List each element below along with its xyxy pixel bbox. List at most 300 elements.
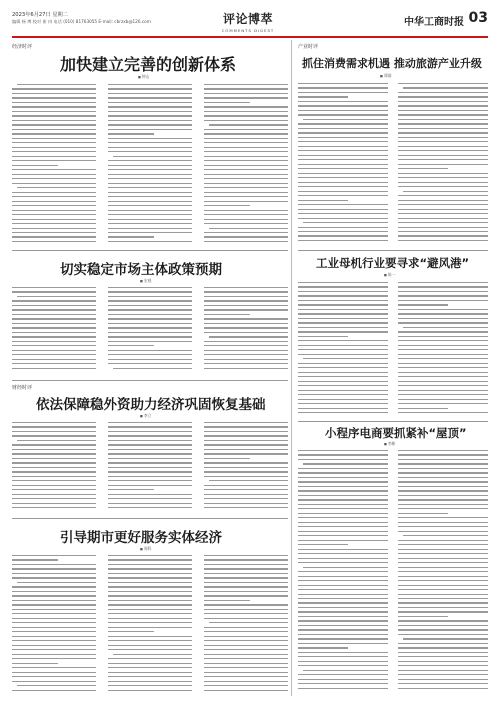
text-line [398, 683, 488, 684]
text-line [298, 625, 388, 626]
body-column [298, 83, 388, 245]
text-line [204, 681, 288, 682]
issue-date: 2023年6月27日 星期二 [12, 12, 68, 18]
text-line [108, 449, 192, 450]
text-line [108, 214, 192, 215]
text-line [108, 636, 192, 637]
text-line [398, 643, 488, 644]
text-line [108, 147, 192, 148]
text-line [17, 582, 96, 583]
text-line [108, 196, 192, 197]
text-line [12, 609, 96, 610]
text-line [298, 540, 388, 541]
text-line [204, 591, 288, 592]
text-line [398, 186, 488, 187]
text-line [204, 223, 288, 224]
text-line [204, 636, 288, 637]
text-line [298, 240, 388, 241]
article-tag: 产业时评 [298, 44, 319, 50]
text-line [108, 169, 192, 170]
text-line [298, 83, 388, 84]
text-line [12, 649, 96, 650]
text-line [108, 296, 192, 297]
text-line [398, 513, 448, 514]
text-line [298, 390, 388, 391]
text-line [12, 336, 96, 337]
text-line [108, 124, 192, 125]
text-line [204, 97, 288, 98]
text-line [298, 598, 388, 599]
text-line [108, 444, 192, 445]
text-line [298, 656, 388, 657]
text-line [204, 305, 288, 306]
text-line [12, 485, 96, 486]
text-line [298, 403, 388, 404]
text-line [12, 494, 96, 495]
text-line [398, 468, 488, 469]
text-line [17, 685, 96, 686]
article-separator [12, 380, 288, 381]
text-line [398, 209, 488, 210]
body-column [204, 287, 288, 375]
text-line [108, 201, 192, 202]
text-line [108, 350, 192, 351]
text-line [108, 174, 192, 175]
text-line [204, 577, 288, 578]
text-line [12, 489, 96, 490]
text-line [303, 463, 388, 464]
text-line [108, 422, 192, 423]
text-line [108, 223, 192, 224]
text-line [398, 598, 488, 599]
article-headline: 抓住消费需求机遇 推动旅游产业升级 [302, 57, 482, 70]
text-line [398, 222, 488, 223]
article-separator [298, 421, 488, 422]
text-line [398, 235, 488, 236]
text-line [204, 359, 288, 360]
text-line [398, 381, 488, 382]
text-line [398, 354, 488, 355]
text-line [12, 573, 96, 574]
text-line [108, 160, 192, 161]
text-line [298, 87, 388, 88]
text-line [12, 201, 96, 202]
text-line [12, 300, 96, 301]
text-line [108, 120, 192, 121]
text-line [298, 105, 388, 106]
text-line [398, 625, 488, 626]
text-line [398, 286, 488, 287]
body-column [12, 555, 96, 695]
text-line [298, 594, 388, 595]
text-line [398, 481, 488, 482]
article-body [12, 555, 288, 695]
text-line [12, 219, 96, 220]
text-line [398, 576, 488, 577]
text-line [204, 115, 288, 116]
text-line [204, 422, 288, 423]
text-line [398, 531, 488, 532]
text-line [108, 291, 192, 292]
text-line [398, 83, 488, 84]
text-line [12, 676, 96, 677]
text-line [398, 412, 488, 413]
text-line [204, 582, 288, 583]
text-line [12, 555, 96, 556]
text-line [12, 449, 96, 450]
text-line [398, 399, 488, 400]
article-headline: 工业母机行业要寻求“避风港” [316, 256, 470, 270]
text-line [298, 394, 388, 395]
text-line [298, 349, 388, 350]
text-line [108, 690, 192, 691]
text-line [298, 385, 388, 386]
text-line [108, 564, 192, 565]
article-byline: ■ 宏观 [140, 278, 151, 284]
text-line [12, 480, 96, 481]
text-line [204, 201, 288, 202]
text-line [204, 129, 288, 130]
text-line [17, 187, 96, 188]
text-line [298, 177, 388, 178]
text-line [398, 403, 488, 404]
text-line [298, 652, 388, 653]
text-line [398, 504, 488, 505]
text-line [204, 106, 288, 107]
body-column [108, 422, 192, 512]
text-line [12, 631, 96, 632]
text-line [12, 654, 96, 655]
text-line [398, 137, 488, 138]
text-line [108, 241, 192, 242]
text-line [298, 620, 388, 621]
text-line [204, 93, 288, 94]
text-line [204, 462, 288, 463]
masthead [12, 10, 488, 34]
text-line [209, 622, 288, 623]
text-line [12, 663, 58, 664]
text-line [298, 313, 388, 314]
text-line [204, 600, 250, 601]
text-line [108, 591, 192, 592]
text-line [12, 169, 96, 170]
text-line [108, 462, 192, 463]
text-line [209, 228, 288, 229]
text-line [204, 485, 288, 486]
text-line [12, 444, 96, 445]
text-line [298, 345, 388, 346]
text-line [398, 110, 488, 111]
text-line [108, 431, 192, 432]
text-line [298, 336, 348, 337]
text-line [12, 600, 96, 601]
text-line [108, 332, 192, 333]
text-line [398, 164, 488, 165]
text-line [398, 594, 488, 595]
text-line [298, 114, 388, 115]
text-line [398, 367, 488, 368]
text-line [398, 295, 488, 296]
text-line [204, 120, 288, 121]
article-byline: ■ 李彬 [384, 441, 395, 447]
text-line [12, 129, 96, 130]
text-line [12, 241, 96, 242]
text-line [108, 604, 192, 605]
text-line [398, 602, 488, 603]
text-line [108, 142, 192, 143]
text-line [398, 200, 488, 201]
text-line [12, 435, 96, 436]
text-line [108, 205, 192, 206]
article-byline: ■ 李立 [140, 413, 151, 419]
text-line [108, 129, 192, 130]
text-line [204, 627, 288, 628]
text-line [204, 690, 288, 691]
text-line [298, 585, 388, 586]
text-line [108, 489, 154, 490]
text-line [108, 627, 192, 628]
text-line [204, 142, 288, 143]
text-line [298, 304, 388, 305]
text-line [204, 489, 288, 490]
article-body [298, 450, 488, 695]
text-line [204, 555, 288, 556]
text-line [12, 138, 96, 139]
text-line [108, 354, 192, 355]
text-line [204, 640, 288, 641]
body-column [204, 555, 288, 695]
text-line [12, 613, 96, 614]
text-line [398, 331, 488, 332]
text-line [298, 638, 388, 639]
text-line [298, 495, 388, 496]
text-line [108, 210, 192, 211]
text-line [298, 96, 348, 97]
text-line [403, 191, 488, 192]
text-line [398, 372, 488, 373]
text-line [108, 178, 192, 179]
text-line [298, 517, 388, 518]
text-line [298, 616, 388, 617]
text-line [204, 156, 288, 157]
text-line [12, 97, 96, 98]
text-line [204, 604, 288, 605]
text-line [398, 313, 488, 314]
text-line [12, 681, 96, 682]
text-line [204, 178, 288, 179]
text-line [108, 649, 192, 650]
text-line [108, 600, 192, 601]
text-line [12, 618, 96, 619]
text-line [108, 187, 192, 188]
text-line [204, 236, 288, 237]
text-line [398, 101, 488, 102]
text-line [298, 101, 388, 102]
text-line [298, 92, 388, 93]
text-line [204, 232, 288, 233]
text-line [204, 341, 288, 342]
text-line [12, 559, 58, 560]
text-line [298, 589, 388, 590]
text-line [298, 372, 388, 373]
text-line [398, 358, 488, 359]
text-line [298, 331, 388, 332]
text-line [12, 476, 96, 477]
text-line [108, 480, 192, 481]
text-line [12, 228, 96, 229]
text-line [12, 690, 96, 691]
text-line [204, 151, 288, 152]
text-line [12, 595, 96, 596]
text-line [403, 327, 488, 328]
text-line [204, 667, 288, 668]
text-line [12, 327, 96, 328]
text-line [398, 553, 488, 554]
text-line [398, 204, 488, 205]
text-line [204, 219, 288, 220]
text-line [298, 146, 388, 147]
text-line [108, 476, 192, 477]
article-tag: 财经时评 [12, 385, 33, 391]
text-line [398, 231, 488, 232]
text-line [398, 585, 488, 586]
text-line [204, 658, 288, 659]
text-line [204, 327, 288, 328]
text-line [108, 84, 192, 85]
text-line [398, 562, 488, 563]
text-line [108, 102, 192, 103]
text-line [298, 132, 388, 133]
text-line [298, 213, 388, 214]
text-line [398, 159, 488, 160]
text-line [298, 367, 388, 368]
text-line [298, 231, 388, 232]
text-line [108, 151, 192, 152]
text-line [204, 84, 288, 85]
text-line [12, 133, 96, 134]
text-line [398, 146, 488, 147]
text-line [204, 187, 288, 188]
text-line [303, 670, 388, 671]
text-line [204, 467, 288, 468]
text-line [108, 115, 192, 116]
newspaper-name: 中华工商时报 [404, 17, 464, 28]
text-line [108, 595, 192, 596]
text-line [113, 368, 192, 369]
text-line [108, 672, 192, 673]
text-line [12, 287, 96, 288]
text-line [12, 577, 96, 578]
text-line [298, 291, 388, 292]
text-line [204, 241, 288, 242]
text-line [12, 591, 96, 592]
text-line [298, 110, 388, 111]
text-line [398, 526, 488, 527]
text-line [12, 151, 96, 152]
article-separator [12, 250, 288, 251]
text-line [12, 106, 96, 107]
text-line [403, 535, 488, 536]
text-line [204, 444, 288, 445]
article-body [12, 84, 288, 246]
text-line [12, 426, 96, 427]
body-column [12, 84, 96, 246]
text-line [398, 670, 488, 671]
text-line [398, 322, 488, 323]
text-line [204, 345, 288, 346]
text-line [298, 535, 388, 536]
text-line [209, 480, 288, 481]
text-line [108, 236, 154, 237]
text-line [108, 93, 192, 94]
text-line [108, 183, 192, 184]
text-line [12, 236, 96, 237]
body-column [398, 83, 488, 245]
text-line [12, 232, 96, 233]
text-line [204, 458, 250, 459]
body-column [108, 287, 192, 375]
text-line [204, 663, 288, 664]
text-line [298, 499, 388, 500]
text-line [398, 119, 488, 120]
text-line [108, 219, 192, 220]
text-line [12, 636, 96, 637]
text-line [108, 228, 192, 229]
text-line [398, 340, 488, 341]
text-line [298, 286, 388, 287]
text-line [204, 595, 288, 596]
text-line [108, 440, 192, 441]
text-line [398, 150, 488, 151]
text-line [108, 494, 192, 495]
text-line [12, 142, 96, 143]
text-line [108, 503, 192, 504]
text-line [398, 349, 488, 350]
text-line [108, 640, 192, 641]
text-line [398, 173, 488, 174]
text-line [298, 327, 388, 328]
text-line [12, 627, 96, 628]
editor-line: 编辑 杨 博 校对 崔 冉 电话 (010) 81763055 E-mail: cbrzxb@126.com [12, 19, 151, 24]
text-line [12, 350, 96, 351]
text-line [12, 318, 96, 319]
text-line [298, 381, 388, 382]
text-line [298, 128, 388, 129]
text-line [204, 649, 288, 650]
text-line [298, 300, 388, 301]
text-line [108, 573, 192, 574]
text-line [209, 124, 288, 125]
text-line [108, 663, 192, 664]
text-line [204, 654, 288, 655]
text-line [298, 235, 388, 236]
text-line [398, 517, 488, 518]
text-line [204, 368, 288, 369]
text-line [108, 318, 192, 319]
text-line [398, 318, 488, 319]
text-line [12, 332, 96, 333]
text-line [204, 507, 288, 508]
text-line [298, 513, 388, 514]
text-line [298, 459, 388, 460]
text-line [398, 665, 488, 666]
article-byline: ■ 钟山 [138, 74, 149, 80]
text-line [108, 568, 192, 569]
text-line [204, 210, 288, 211]
article-headline: 依法保障稳外资助力经济巩固恢复基础 [36, 397, 266, 413]
text-line [204, 296, 288, 297]
text-line [108, 555, 192, 556]
